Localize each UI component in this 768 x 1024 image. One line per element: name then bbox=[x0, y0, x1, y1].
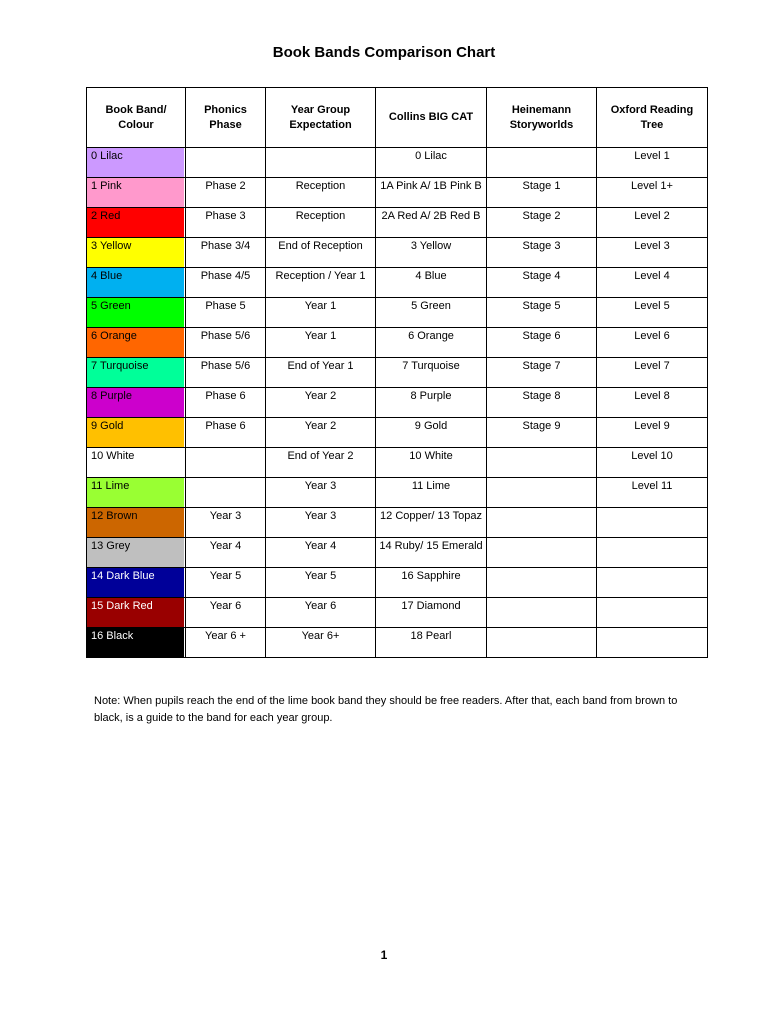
heinemann-cell: Stage 1 bbox=[487, 178, 597, 208]
band-color-swatch: 0 Lilac bbox=[87, 148, 184, 177]
year-cell: Reception / Year 1 bbox=[266, 268, 376, 298]
table-row bbox=[87, 328, 708, 358]
band-color-swatch: 13 Grey bbox=[87, 538, 184, 567]
oxford-cell bbox=[597, 628, 708, 658]
band-cell bbox=[87, 208, 186, 238]
band-cell bbox=[87, 568, 186, 598]
phonics-cell: Phase 5/6 bbox=[186, 328, 266, 358]
year-cell: Year 6 bbox=[266, 598, 376, 628]
year-cell: Reception bbox=[266, 178, 376, 208]
oxford-cell: Level 8 bbox=[597, 388, 708, 418]
table-row bbox=[87, 508, 708, 538]
table-row bbox=[87, 148, 708, 178]
oxford-cell: Level 1+ bbox=[597, 178, 708, 208]
phonics-cell: Phase 6 bbox=[186, 388, 266, 418]
table-row bbox=[87, 238, 708, 268]
band-cell bbox=[87, 478, 186, 508]
table-row bbox=[87, 598, 708, 628]
band-cell bbox=[87, 448, 186, 478]
band-color-swatch: 12 Brown bbox=[87, 508, 184, 537]
phonics-cell bbox=[186, 478, 266, 508]
heinemann-cell: Stage 4 bbox=[487, 268, 597, 298]
band-cell bbox=[87, 538, 186, 568]
year-cell: Year 6+ bbox=[266, 628, 376, 658]
year-cell: End of Year 1 bbox=[266, 358, 376, 388]
year-cell: Year 3 bbox=[266, 478, 376, 508]
collins-cell: 3 Yellow bbox=[376, 238, 487, 268]
header-oxford: Oxford Reading Tree bbox=[597, 88, 708, 148]
collins-cell: 5 Green bbox=[376, 298, 487, 328]
oxford-cell bbox=[597, 538, 708, 568]
phonics-cell: Phase 5 bbox=[186, 298, 266, 328]
collins-cell: 7 Turquoise bbox=[376, 358, 487, 388]
oxford-cell: Level 11 bbox=[597, 478, 708, 508]
table-row bbox=[87, 568, 708, 598]
band-cell bbox=[87, 388, 186, 418]
table-row bbox=[87, 478, 708, 508]
heinemann-cell: Stage 9 bbox=[487, 418, 597, 448]
band-color-swatch: 10 White bbox=[87, 448, 184, 477]
oxford-cell: Level 10 bbox=[597, 448, 708, 478]
heinemann-cell: Stage 6 bbox=[487, 328, 597, 358]
collins-cell: 10 White bbox=[376, 448, 487, 478]
phonics-cell: Year 6 bbox=[186, 598, 266, 628]
year-cell: End of Year 2 bbox=[266, 448, 376, 478]
oxford-cell: Level 2 bbox=[597, 208, 708, 238]
header-collins: Collins BIG CAT bbox=[376, 88, 487, 148]
band-color-swatch: 6 Orange bbox=[87, 328, 184, 357]
collins-cell: 12 Copper/ 13 Topaz bbox=[376, 508, 487, 538]
heinemann-cell: Stage 5 bbox=[487, 298, 597, 328]
year-cell: End of Reception bbox=[266, 238, 376, 268]
band-color-swatch: 2 Red bbox=[87, 208, 184, 237]
book-bands-table bbox=[86, 87, 708, 658]
band-color-swatch: 9 Gold bbox=[87, 418, 184, 447]
year-cell: Year 1 bbox=[266, 328, 376, 358]
phonics-cell: Phase 4/5 bbox=[186, 268, 266, 298]
band-color-swatch: 3 Yellow bbox=[87, 238, 184, 267]
collins-cell: 17 Diamond bbox=[376, 598, 487, 628]
band-cell bbox=[87, 268, 186, 298]
header-year-group: Year Group Expectation bbox=[266, 88, 376, 148]
collins-cell: 1A Pink A/ 1B Pink B bbox=[376, 178, 487, 208]
footnote: Note: When pupils reach the end of the lime book band they should be free readers. After that, each band from brown to black, is a guide to the band for each year group. bbox=[94, 695, 678, 724]
year-cell: Year 4 bbox=[266, 538, 376, 568]
phonics-cell: Phase 2 bbox=[186, 178, 266, 208]
band-cell bbox=[87, 598, 186, 628]
band-cell bbox=[87, 298, 186, 328]
band-color-swatch: 14 Dark Blue bbox=[87, 568, 184, 597]
heinemann-cell bbox=[487, 148, 597, 178]
page-title: Book Bands Comparison Chart bbox=[272, 44, 496, 61]
phonics-cell: Year 4 bbox=[186, 538, 266, 568]
band-color-swatch: 16 Black bbox=[87, 628, 184, 657]
heinemann-cell bbox=[487, 448, 597, 478]
band-cell bbox=[87, 178, 186, 208]
oxford-cell: Level 1 bbox=[597, 148, 708, 178]
phonics-cell: Phase 3 bbox=[186, 208, 266, 238]
heinemann-cell: Stage 3 bbox=[487, 238, 597, 268]
table-row bbox=[87, 628, 708, 658]
phonics-cell: Phase 3/4 bbox=[186, 238, 266, 268]
year-cell: Year 2 bbox=[266, 418, 376, 448]
oxford-cell: Level 3 bbox=[597, 238, 708, 268]
band-cell bbox=[87, 508, 186, 538]
year-cell: Year 5 bbox=[266, 568, 376, 598]
band-cell bbox=[87, 328, 186, 358]
page-number: 1 bbox=[380, 948, 388, 962]
table-row bbox=[87, 208, 708, 238]
table-row bbox=[87, 388, 708, 418]
heinemann-cell: Stage 7 bbox=[487, 358, 597, 388]
oxford-cell bbox=[597, 568, 708, 598]
heinemann-cell: Stage 2 bbox=[487, 208, 597, 238]
header-phonics-phase: Phonics Phase bbox=[186, 88, 266, 148]
phonics-cell: Phase 6 bbox=[186, 418, 266, 448]
collins-cell: 0 Lilac bbox=[376, 148, 487, 178]
table-row bbox=[87, 298, 708, 328]
phonics-cell: Year 5 bbox=[186, 568, 266, 598]
band-cell bbox=[87, 238, 186, 268]
year-cell: Year 1 bbox=[266, 298, 376, 328]
band-cell bbox=[87, 418, 186, 448]
band-color-swatch: 7 Turquoise bbox=[87, 358, 184, 387]
band-color-swatch: 1 Pink bbox=[87, 178, 184, 207]
heinemann-cell bbox=[487, 538, 597, 568]
header-heinemann: Heinemann Storyworlds bbox=[487, 88, 597, 148]
year-cell bbox=[266, 148, 376, 178]
heinemann-cell bbox=[487, 478, 597, 508]
oxford-cell bbox=[597, 508, 708, 538]
heinemann-cell bbox=[487, 628, 597, 658]
collins-cell: 14 Ruby/ 15 Emerald bbox=[376, 538, 487, 568]
table-row bbox=[87, 358, 708, 388]
band-color-swatch: 8 Purple bbox=[87, 388, 184, 417]
phonics-cell: Phase 5/6 bbox=[186, 358, 266, 388]
band-color-swatch: 5 Green bbox=[87, 298, 184, 327]
phonics-cell: Year 3 bbox=[186, 508, 266, 538]
collins-cell: 6 Orange bbox=[376, 328, 487, 358]
collins-cell: 2A Red A/ 2B Red B bbox=[376, 208, 487, 238]
oxford-cell: Level 4 bbox=[597, 268, 708, 298]
phonics-cell: Year 6 + bbox=[186, 628, 266, 658]
heinemann-cell: Stage 8 bbox=[487, 388, 597, 418]
collins-cell: 9 Gold bbox=[376, 418, 487, 448]
collins-cell: 18 Pearl bbox=[376, 628, 487, 658]
band-color-swatch: 15 Dark Red bbox=[87, 598, 184, 627]
phonics-cell bbox=[186, 148, 266, 178]
year-cell: Year 3 bbox=[266, 508, 376, 538]
collins-cell: 16 Sapphire bbox=[376, 568, 487, 598]
collins-cell: 4 Blue bbox=[376, 268, 487, 298]
band-color-swatch: 11 Lime bbox=[87, 478, 184, 507]
oxford-cell: Level 7 bbox=[597, 358, 708, 388]
table-header-row bbox=[87, 88, 708, 148]
oxford-cell bbox=[597, 598, 708, 628]
year-cell: Year 2 bbox=[266, 388, 376, 418]
oxford-cell: Level 6 bbox=[597, 328, 708, 358]
table-row bbox=[87, 448, 708, 478]
header-book-band: Book Band/ Colour bbox=[87, 88, 186, 148]
table-row bbox=[87, 268, 708, 298]
table-row bbox=[87, 178, 708, 208]
band-cell bbox=[87, 628, 186, 658]
heinemann-cell bbox=[487, 508, 597, 538]
heinemann-cell bbox=[487, 568, 597, 598]
collins-cell: 11 Lime bbox=[376, 478, 487, 508]
heinemann-cell bbox=[487, 598, 597, 628]
band-cell bbox=[87, 148, 186, 178]
band-cell bbox=[87, 358, 186, 388]
oxford-cell: Level 5 bbox=[597, 298, 708, 328]
band-color-swatch: 4 Blue bbox=[87, 268, 184, 297]
year-cell: Reception bbox=[266, 208, 376, 238]
phonics-cell bbox=[186, 448, 266, 478]
table-row bbox=[87, 538, 708, 568]
collins-cell: 8 Purple bbox=[376, 388, 487, 418]
table-row bbox=[87, 418, 708, 448]
oxford-cell: Level 9 bbox=[597, 418, 708, 448]
